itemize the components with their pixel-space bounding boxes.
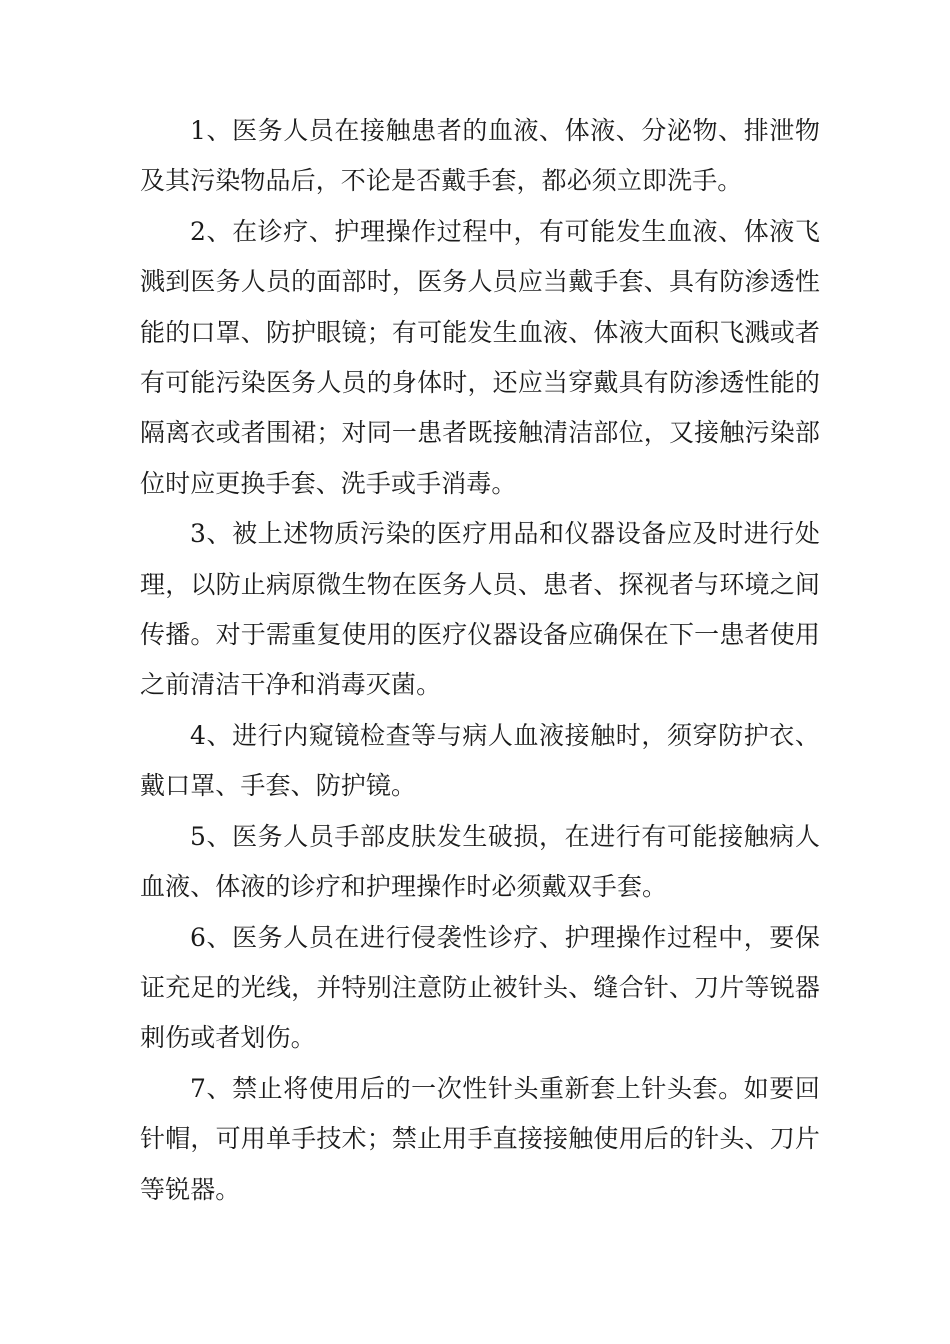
paragraph-6: 6、医务人员在进行侵袭性诊疗、护理操作过程中，要保证充足的光线，并特别注意防止被针头、缝合针、刀片等锐器刺伤或者划伤。 bbox=[140, 922, 820, 1053]
paragraph-7: 7、禁止将使用后的一次性针头重新套上针头套。如要回针帽，可用单手技术；禁止用手直接接触使用后的针头、刀片等锐器。 bbox=[140, 1073, 820, 1204]
paragraph-5: 5、医务人员手部皮肤发生破损，在进行有可能接触病人血液、体液的诊疗和护理操作时必须戴双手套。 bbox=[140, 821, 820, 902]
document-body bbox=[140, 106, 820, 1215]
paragraph-4: 4、进行内窥镜检查等与病人血液接触时，须穿防护衣、戴口罩、手套、防护镜。 bbox=[140, 720, 820, 801]
paragraph-2: 2、在诊疗、护理操作过程中，有可能发生血液、体液飞溅到医务人员的面部时，医务人员应当戴手套、具有防渗透性能的口罩、防护眼镜；有可能发生血液、体液大面积飞溅或者有可能污染医务人员的身体时，还应当穿戴具有防渗透性能的隔离衣或者围裙；对同一患者既接触清洁部位，又接触污染部位时应更换手套、洗手或手消毒。 bbox=[140, 216, 820, 498]
paragraph-3: 3、被上述物质污染的医疗用品和仪器设备应及时进行处理，以防止病原微生物在医务人员、患者、探视者与环境之间传播。对于需重复使用的医疗仪器设备应确保在下一患者使用之前清洁干净和消毒灭菌。 bbox=[140, 519, 820, 700]
paragraph-1: 1、医务人员在接触患者的血液、体液、分泌物、排泄物及其污染物品后，不论是否戴手套，都必须立即洗手。 bbox=[140, 116, 820, 196]
